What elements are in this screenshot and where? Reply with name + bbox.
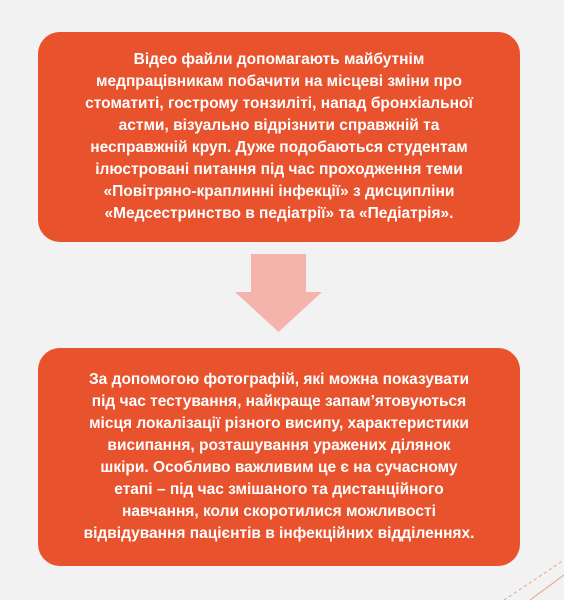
top-info-box: Відео файли допомагають майбутнім медпрацівникам побачити на місцеві зміни про стоматиті, гострому тонзиліті, напад бронхіальної астми, візуально відрізнити справжній та несправжній круп. Дуже подобаються студентам ілюстровані питання під час проходження теми «Повітряно-краплинні інфекції» з дисципліни «Медсестринство в педіатрії» та «Педіатрія». <box>38 32 520 242</box>
bottom-info-box: За допомогою фотографій, які можна показувати під час тестування, найкраще запам’ятовуються місця локалізації різного висипу, характеристики висипання, розташування уражених ділянок шкіри. Особливо важливим це є на сучасному етапі – під час змішаного та дистанційного навчання, коли скоротилися можливості відвідування пацієнтів в інфекційних відділеннях. <box>38 348 520 566</box>
decoration-line-1 <box>504 560 564 600</box>
